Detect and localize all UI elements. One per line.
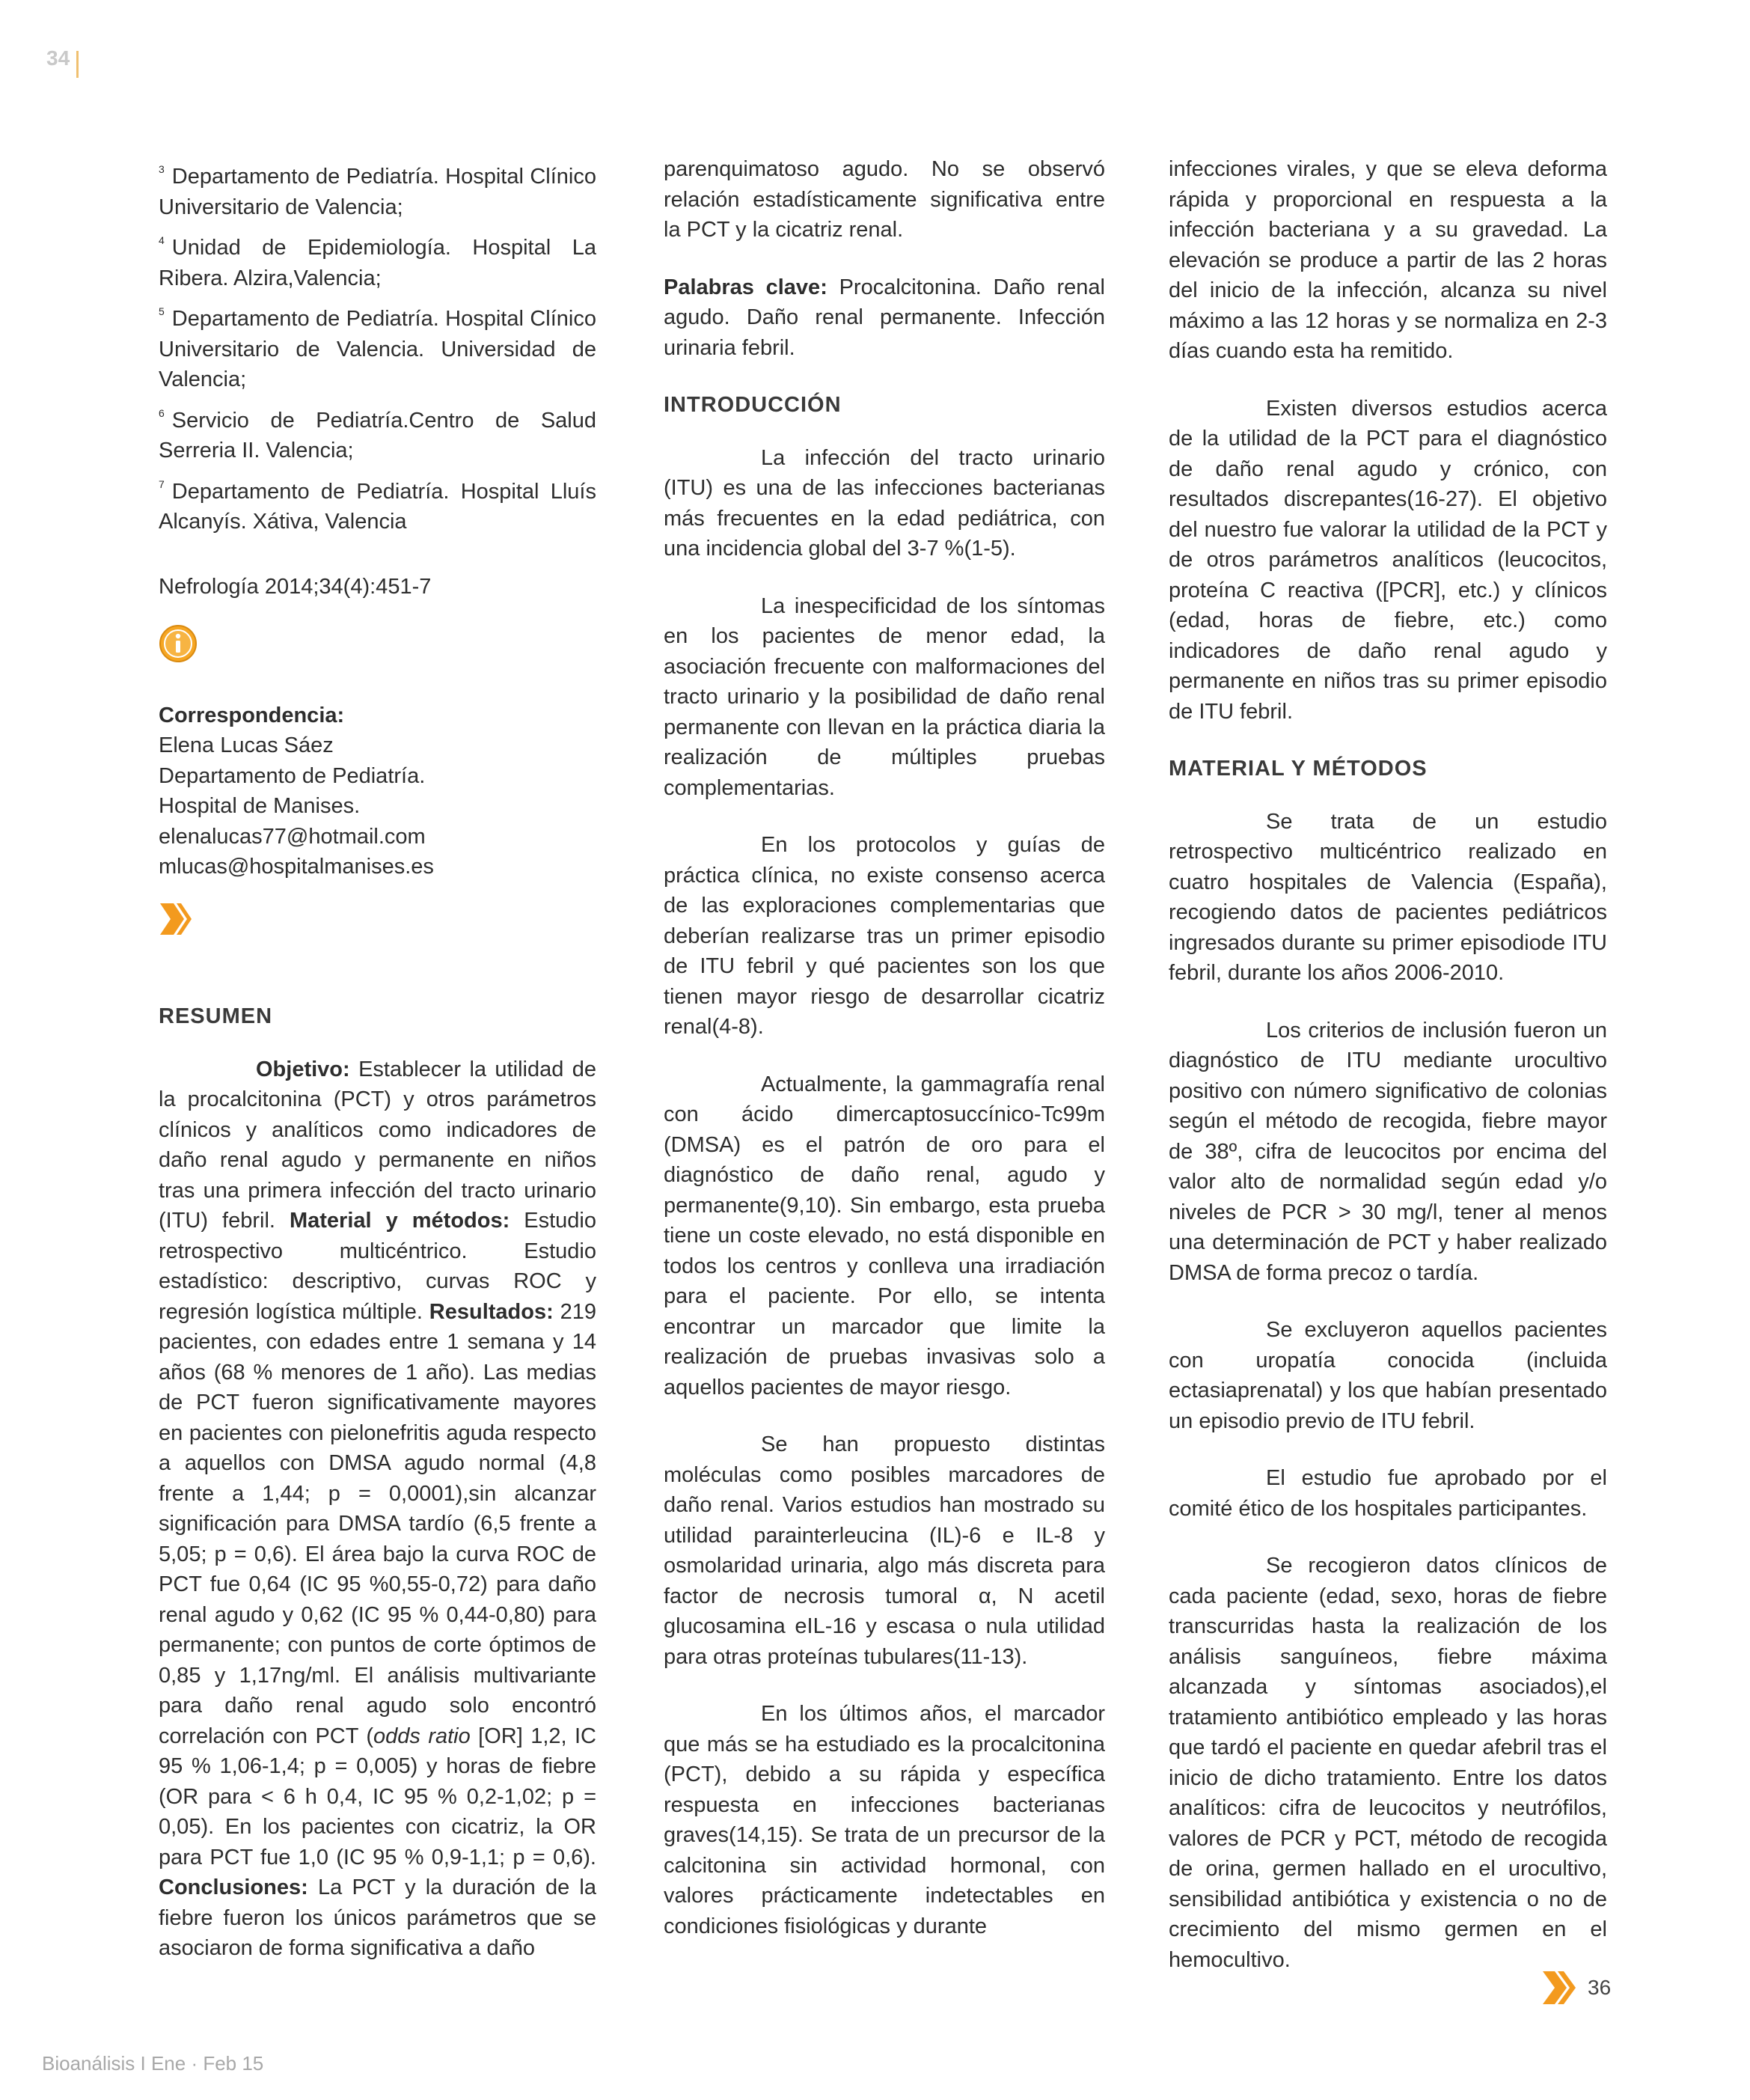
resumen-paragraph bbox=[159, 1054, 596, 1964]
affiliation-number: 5 bbox=[159, 305, 165, 317]
affiliation-6 bbox=[159, 398, 596, 466]
top-page-number: 34 bbox=[46, 46, 70, 70]
resumen-continuation: parenquimatoso agudo. No se observó relación estadísticamente significativa entre la PCT y la cicatriz renal. bbox=[664, 157, 1105, 242]
methods-paragraph-1: Se trata de un estudio retrospectivo multicéntrico realizado en cuatro hospitales de Valencia (España), recogiendo datos de pacientes pediátricos ingresados durante su primer episodiode ITU febril, durante los años 2006-2010. bbox=[1169, 809, 1607, 985]
affiliation-text: Departamento de Pediatría. Hospital Clínico Universitario de Valencia; bbox=[159, 165, 596, 219]
conclusiones-text: La PCT y la duración de la fiebre fueron los únicos parámetros que se asociaron de forma significativa a daño bbox=[159, 1875, 596, 1960]
info-icon bbox=[159, 624, 198, 663]
methods-paragraph-5: Se recogieron datos clínicos de cada paciente (edad, sexo, horas de fiebre transcurridas hasta la realización de los análisis sanguíneos, fiebre máxima alcanzada y síntomas asociados),el tratamiento antibiótico empleado y las horas que tardó el paciente en quedar afebril tras el inicio de dicho tratamiento. Entre los datos analíticos: cifra de leucocitos y neutrófilos, valores de PCR y PCT, método de recogida de orina, germen hallado en el urocultivo, sensibilidad antibiótica y existencia o no de crecimiento del mismo germen en el hemocultivo. bbox=[1169, 1554, 1607, 1972]
intro-paragraph-2: La inespecificidad de los síntomas en los pacientes de menor edad, la asociación frecuente con malformaciones del tracto urinario y la posibilidad de daño renal permanente con llevan en la práctica diaria la realización de múltiples pruebas complementarias. bbox=[664, 593, 1105, 800]
journal-citation: Nefrología 2014;34(4):451-7 bbox=[159, 574, 432, 599]
intro-paragraph-3: En los protocolos y guías de práctica clínica, no existe consenso acerca de las exploraciones complementarias que deberían realizarse tras un primer episodio de ITU febril y qué pacientes son los que tienen mayor riesgo de desarrollar cicatriz renal(4-8). bbox=[664, 833, 1105, 1039]
affiliation-text: Departamento de Pediatría. Hospital Clínico Universitario de Valencia. Universidad de Valencia; bbox=[159, 307, 596, 391]
column-2 bbox=[664, 154, 1105, 1968]
affiliation-text: Servicio de Pediatría.Centro de Salud Serreria II. Valencia; bbox=[159, 408, 596, 463]
material-label: Material y métodos: bbox=[289, 1209, 510, 1233]
methods-paragraph-2: Los criterios de inclusión fueron un diagnóstico de ITU mediante urocultivo positivo con número significativo de colonias según el método de recogida, fiebre mayor de 38º, cifra de leucocitos por encima del valor alto de normalidad según edad y/o niveles de PCR > 30 mg/l, tener al menos una determinación de PCT y haber realizado DMSA de forma precoz o tardía. bbox=[1169, 1018, 1607, 1285]
objetivo-text: Establecer la utilidad de la procalcitonina (PCT) y otros parámetros clínicos y analíticos como indicadores de daño renal agudo y permanente en niños tras una primera infección del tracto urinario (ITU) febril. bbox=[159, 1057, 596, 1233]
intro-paragraph-7: Existen diversos estudios acerca de la utilidad de la PCT para el diagnóstico de daño renal agudo y crónico, con resultados discrepantes(16-27). El objetivo del nuestro fue valorar la utilidad de la PCT y de otros parámetros analíticos (leucocitos, proteína C reactiva ([PCR], etc.) y clínicos (edad, horas de fiebre, etc.) como indicadores de daño renal agudo y permanente en niños tras su primer episodio de ITU febril. bbox=[1169, 396, 1607, 724]
methods-paragraph-4: El estudio fue aprobado por el comité ético de los hospitales participantes. bbox=[1169, 1466, 1607, 1521]
methods-paragraph-3: Se excluyeron aquellos pacientes con uropatía conocida (incluida ectasiaprenatal) y los que habían presentado un episodio previo de ITU febril. bbox=[1169, 1318, 1607, 1433]
footer-publication: Bioanálisis I Ene · Feb 15 bbox=[42, 2052, 264, 2075]
affiliation-7 bbox=[159, 469, 596, 537]
odds-ratio-term: odds ratio bbox=[373, 1724, 471, 1748]
keywords-label: Palabras clave: bbox=[664, 275, 827, 299]
resultados-text: 219 pacientes, con edades entre 1 semana y 14 años (68 % menores de 1 año). Las medias de PCT fueron significativamente mayores en pacientes con pielonefritis aguda respecto a aquellos con DMSA agudo normal (4,8 frente a 1,44; p = 0,0001),sin alcanzar significación para DMSA tardío (6,5 frente a 5,05; p = 0,6). El área bajo la curva ROC de PCT fue 0,64 (IC 95 %0,55-0,72) para daño renal agudo y 0,62 (IC 95 % 0,44-0,80) para permanente; con puntos de corte óptimos de 0,85 y 1,17ng/ml. El análisis multivariante para daño renal agudo solo encontró correlación con PCT ( bbox=[159, 1299, 596, 1748]
intro-paragraph-1: La infección del tracto urinario (ITU) es una de las infecciones bacterianas más frecuentes en la edad pediátrica, con una incidencia global del 3-7 %(1-5). bbox=[664, 445, 1105, 561]
resumen-heading: RESUMEN bbox=[159, 1004, 273, 1028]
bottom-page-number: 36 bbox=[1588, 1976, 1612, 1999]
column-1 bbox=[159, 154, 596, 1991]
conclusiones-label: Conclusiones: bbox=[159, 1875, 308, 1899]
correspondence-department: Departamento de Pediatría. bbox=[159, 763, 426, 788]
correspondence-email-1[interactable]: elenalucas77@hotmail.com bbox=[159, 824, 426, 849]
affiliation-5 bbox=[159, 296, 596, 395]
intro-paragraph-4: Actualmente, la gammagrafía renal con ácido dimercaptosuccínico-Tc99m (DMSA) es el patrón de oro para el diagnóstico de daño renal, agudo y permanente(9,10). Sin embargo, esta prueba tiene un coste elevado, no está disponible en todos los centros y conlleva una irradiación para el paciente. Por ello, se intenta encontrar un marcador que limite la realización de pruebas invasivas solo a aquellos pacientes de mayor riesgo. bbox=[664, 1072, 1105, 1400]
affiliation-text: Departamento de Pediatría. Hospital Lluís Alcanyís. Xátiva, Valencia bbox=[159, 479, 596, 534]
affiliation-3 bbox=[159, 154, 596, 222]
correspondence-hospital: Hospital de Manises. bbox=[159, 794, 361, 818]
affiliation-number: 4 bbox=[159, 234, 165, 246]
affiliation-4 bbox=[159, 225, 596, 293]
top-page-accent-bar bbox=[76, 51, 79, 78]
keywords-paragraph bbox=[664, 272, 1105, 364]
material-text: Estudio retrospectivo multicéntrico. Estudio estadístico: descriptivo, curvas ROC y regresión logística múltiple. bbox=[159, 1209, 596, 1324]
correspondence-label: Correspondencia: bbox=[159, 703, 345, 727]
correspondence-name: Elena Lucas Sáez bbox=[159, 733, 334, 757]
resultados-label: Resultados: bbox=[429, 1299, 554, 1324]
correspondence-email-2[interactable]: mlucas@hospitalmanises.es bbox=[159, 855, 434, 879]
intro-continuation: infecciones virales, y que se eleva deforma rápida y proporcional en respuesta a la infección bacteriana y a su gravedad. La elevación se produce a partir de las 2 horas del inicio de la infección, alcanza su nivel máximo a las 12 horas y se normaliza en 2-3 días cuando esta ha remitido. bbox=[1169, 157, 1607, 363]
resultados-text-continued: [OR] 1,2, IC 95 % 1,06-1,4; p = 0,005) y horas de fiebre (OR para < 6 h 0,4, IC 95 % 0,2-1,02; p = 0,05). En los pacientes con cicatriz, la OR para PCT fue 1,0 (IC 95 % 0,9-1,1; p = 0,6). bbox=[159, 1724, 597, 1869]
objetivo-label: Objetivo: bbox=[256, 1057, 350, 1081]
next-page-icon[interactable] bbox=[1541, 1968, 1579, 2007]
intro-paragraph-6: En los últimos años, el marcador que más se ha estudiado es la procalcitonina (PCT), debido a su rápida y específica respuesta en infecciones bacterianas graves(14,15). Se trata de un precursor de la calcitonina sin actividad hormonal, con valores prácticamente indetectables en condiciones fisiológicas y durante bbox=[664, 1702, 1105, 1938]
keywords-text: Procalcitonina. Daño renal agudo. Daño renal permanente. Infección urinaria febril. bbox=[664, 275, 1106, 360]
correspondence-block bbox=[159, 700, 596, 882]
affiliation-number: 6 bbox=[159, 406, 165, 419]
intro-paragraph-5: Se han propuesto distintas moléculas como posibles marcadores de daño renal. Varios estudios han mostrado su utilidad parainterleucina (IL)-6 e IL-8 y osmolaridad urinaria, algo más discreta para factor de necrosis tumoral α, N acetil glucosamina eIL-16 y escasa o nula utilidad para otras proteínas tubulares(11-13). bbox=[664, 1432, 1105, 1669]
metodos-heading: MATERIAL Y MÉTODOS bbox=[1169, 757, 1428, 781]
affiliation-number: 3 bbox=[159, 163, 165, 175]
column-3 bbox=[1169, 154, 1607, 2002]
introduccion-heading: INTRODUCCIÓN bbox=[664, 393, 842, 417]
affiliation-number: 7 bbox=[159, 477, 165, 490]
double-chevron-icon bbox=[159, 899, 193, 939]
affiliation-text: Unidad de Epidemiología. Hospital La Ribera. Alzira,Valencia; bbox=[159, 236, 596, 290]
